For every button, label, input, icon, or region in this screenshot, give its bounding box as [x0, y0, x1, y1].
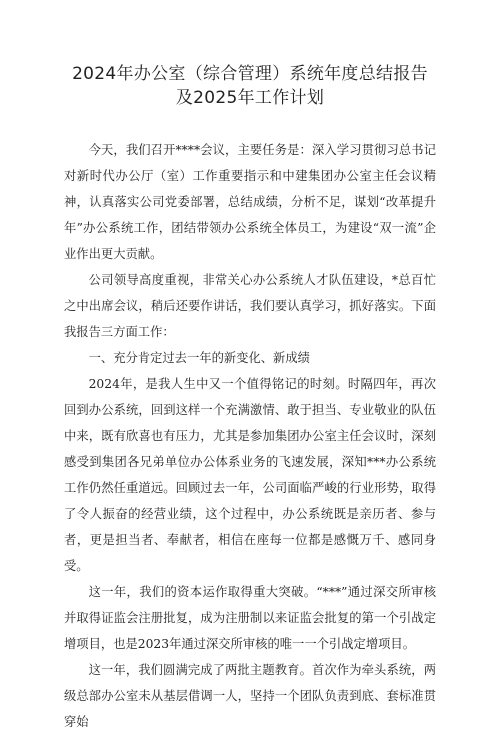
leadership-paragraph: 公司领导高度重视，非常关心办公系统人才队伍建设，*总百忙之中出席会议，稍后还要作讲话，我们要认真学习，抓好落实。下面我报告三方面工作： [64, 273, 436, 339]
review-paragraph: 2024年，是我人生中又一个值得铭记的时刻。时隔四年，再次回到办公系统，回到这样一个充满激情、敢于担当、专业敬业的队伍中来，既有欣喜也有压力，尤其是参加集团办公室主任会议时，深刻感受到集团各兄弟单位办公体系业务的飞速发展，深知***办公系统工作仍然任重道远。回顾过去一年，公司面临严峻的行业形势，取得了令人振奋的经营业绩，这个过程中，办公系统既是亲历者、参与者，更是担当者、奉献者，相信在座每一位都是感慨万千、感同身受。 [64, 377, 436, 573]
section-heading: 一、充分肯定过去一年的新变化、新成绩 [88, 351, 310, 365]
title-line-1: 2024年办公室（综合管理）系统年度总结报告 [72, 64, 428, 84]
capital-paragraph: 这一年，我们的资本运作取得重大突破。“***”通过深交所审核并取得证监会注册批复，成为注册制以来证监会批复的第一个引战定增项目，也是2023年通过深交所审核的唯一一个引战定增项目。 [64, 585, 436, 651]
intro-paragraph: 今天，我们召开****会议，主要任务是：深入学习贯彻习总书记对新时代办公厅（室）工作重要指示和中建集团办公室主任会议精神，认真落实公司党委部署，总结成绩，分析不足，谋划“改革提升年”办公系统工作，团结带领办公系统全体员工，为建设“双一流”企业作出更大贡献。 [64, 143, 436, 261]
title-line-2: 及2025年工作计划 [175, 88, 325, 108]
document-title [64, 62, 436, 110]
document-body [64, 137, 436, 735]
education-paragraph: 这一年，我们圆满完成了两批主题教育。首次作为牵头系统，两级总部办公室未从基层借调一人，坚持一个团队负责到底、套标准贯穿始 [64, 663, 436, 729]
